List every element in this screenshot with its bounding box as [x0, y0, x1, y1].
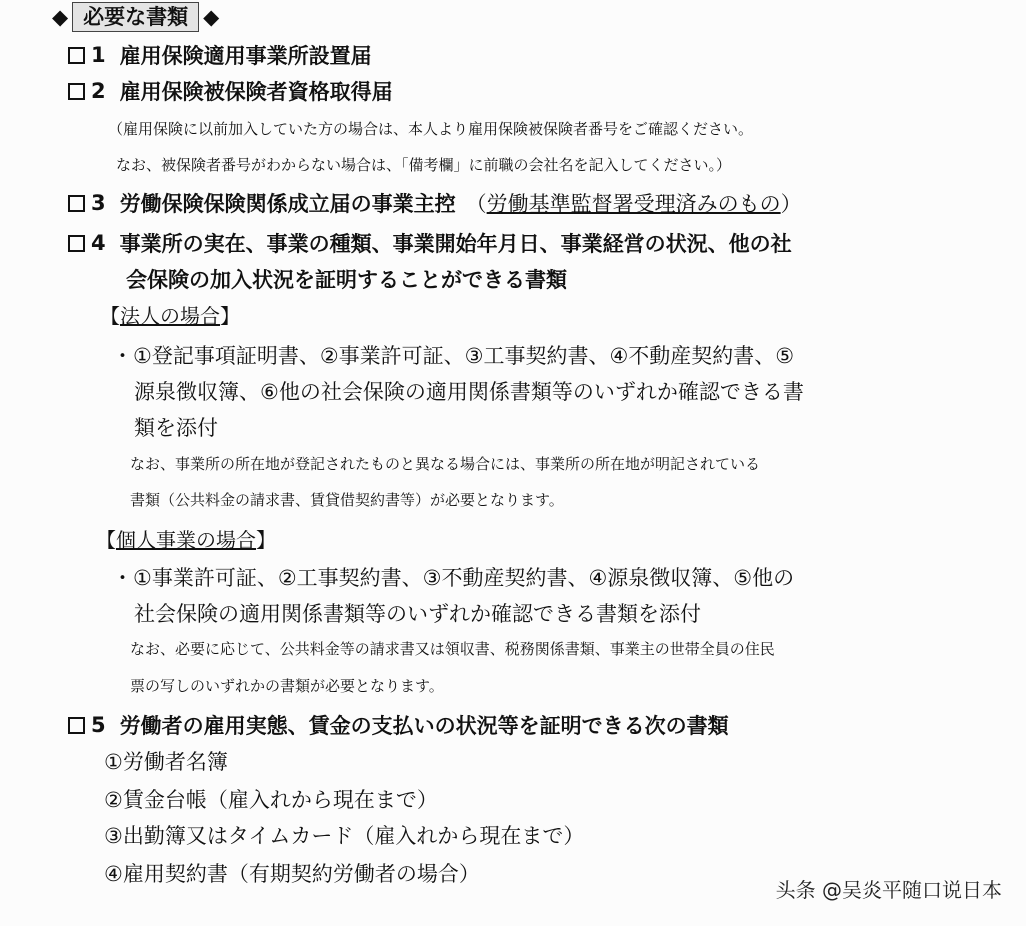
item-number: 3	[91, 191, 106, 215]
item5-list-item: ③出勤簿又はタイムカード（雇入れから現在まで）	[104, 824, 585, 848]
item-number: 4	[91, 231, 106, 255]
checklist-item-1	[68, 40, 372, 70]
note-line: なお、被保険者番号がわからない場合は、「備考欄」に前職の会社名を記入してください。）	[116, 156, 732, 174]
corp-line: 源泉徴収簿、⑥他の社会保険の適用関係書類等のいずれか確認できる書	[134, 380, 804, 404]
diamond-icon: ◆	[52, 5, 69, 29]
item-text: 雇用保険被保険者資格取得届	[119, 80, 393, 104]
checkbox-icon	[68, 195, 85, 212]
checkbox-icon	[68, 717, 85, 734]
checklist-item-5	[68, 710, 729, 740]
checklist-item-2	[68, 76, 393, 106]
item-paren-text: 労働基準監督署受理済みのもの	[486, 192, 781, 216]
indiv-note: なお、必要に応じて、公共料金等の請求書又は領収書、税務関係書類、事業主の世帯全員の住民	[130, 640, 775, 658]
item-number: 5	[91, 713, 106, 737]
item5-list-item: ①労働者名簿	[104, 750, 228, 774]
item-text-line1: 事業所の実在、事業の種類、事業開始年月日、事業経営の状況、他の社	[119, 232, 792, 256]
checklist-item-3	[68, 188, 802, 218]
item-text: 労働者の雇用実態、賃金の支払いの状況等を証明できる次の書類	[119, 714, 729, 738]
watermark: 头条 @吴炎平随口说日本	[775, 878, 1002, 902]
item-text: 労働保険保険関係成立届の事業主控	[119, 192, 456, 216]
corp-note: なお、事業所の所在地が登記されたものと異なる場合には、事業所の所在地が明記されている	[130, 455, 761, 473]
corp-line: ・①登記事項証明書、②事業許可証、③工事契約書、④不動産契約書、⑤	[112, 344, 795, 368]
indiv-line: 社会保険の適用関係書類等のいずれか確認できる書類を添付	[134, 602, 701, 626]
indiv-note: 票の写しのいずれかの書類が必要となります。	[130, 677, 444, 695]
item-text-line2: 会保険の加入状況を証明することができる書類	[126, 268, 567, 292]
corp-line: 類を添付	[134, 416, 218, 440]
indiv-heading: 【個人事業の場合】	[96, 528, 276, 552]
indiv-heading-text: 個人事業の場合	[116, 528, 256, 552]
corp-heading: 【法人の場合】	[100, 304, 240, 328]
header-title: 必要な書類	[72, 2, 199, 32]
item5-list-item: ②賃金台帳（雇入れから現在まで）	[104, 788, 438, 812]
checklist-item-4	[68, 228, 792, 258]
section-header	[52, 2, 219, 32]
item-paren-note: （労働基準監督署受理済みのもの）	[465, 192, 802, 216]
item5-list-item: ④雇用契約書（有期契約労働者の場合）	[104, 862, 480, 886]
corp-note: 書類（公共料金の請求書、賃貸借契約書等）が必要となります。	[130, 491, 564, 509]
corp-heading-text: 法人の場合	[120, 304, 220, 328]
checkbox-icon	[68, 47, 85, 64]
item-number: 1	[91, 43, 106, 67]
checkbox-icon	[68, 235, 85, 252]
checkbox-icon	[68, 83, 85, 100]
item-text: 雇用保険適用事業所設置届	[119, 44, 372, 68]
note-line: （雇用保険に以前加入していた方の場合は、本人より雇用保険被保険者番号をご確認ください。	[108, 120, 754, 138]
item-number: 2	[91, 79, 106, 103]
diamond-icon: ◆	[203, 5, 220, 29]
indiv-line: ・①事業許可証、②工事契約書、③不動産契約書、④源泉徴収簿、⑤他の	[112, 566, 795, 590]
